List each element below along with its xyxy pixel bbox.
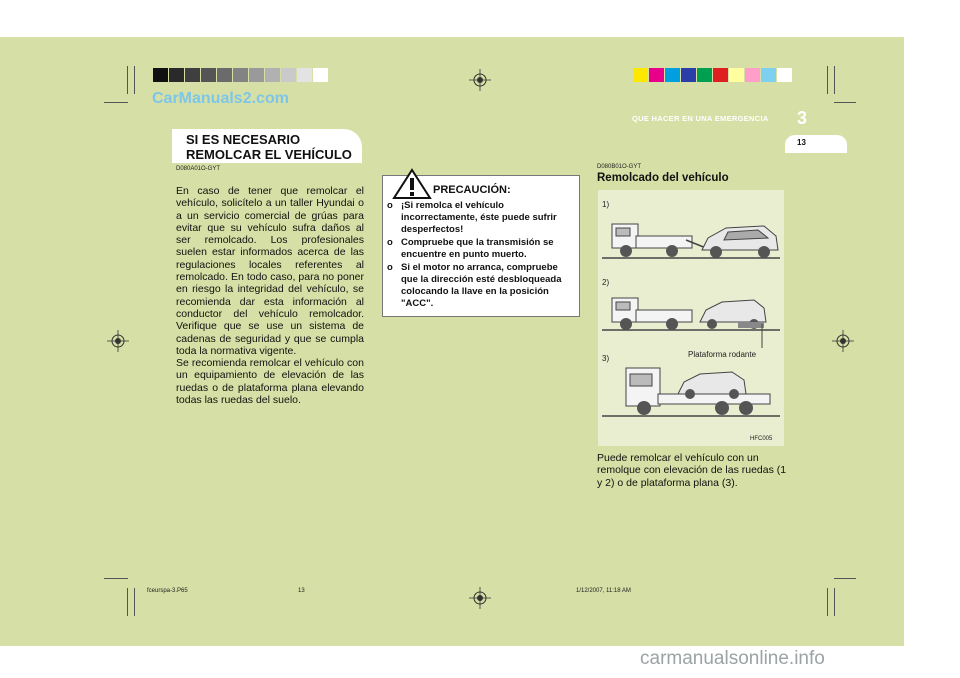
illustration-label-2: 2) [602, 278, 610, 287]
section-title-line1: SI ES NECESARIO [186, 132, 301, 147]
color-swatch [281, 68, 296, 82]
color-swatch [777, 68, 792, 82]
color-swatch [265, 68, 280, 82]
registration-mark-icon [469, 69, 491, 91]
left-section-code: D080A01O-GYT [176, 166, 221, 172]
page-number-tab [785, 135, 847, 153]
right-section-code: D080B01O-GYT [597, 164, 642, 170]
figure-code: HFC005 [750, 436, 773, 442]
section-title-line2: REMOLCAR EL VEHÍCULO [186, 147, 352, 162]
right-section-title: Remolcado del vehículo [597, 172, 729, 184]
caution-list [387, 200, 575, 311]
left-body-text [176, 185, 364, 406]
color-swatch [185, 68, 200, 82]
color-swatch [201, 68, 216, 82]
color-swatch [169, 68, 184, 82]
registration-mark-icon [107, 330, 129, 352]
bullet: o [387, 237, 393, 248]
color-swatch [649, 68, 664, 82]
color-swatch [713, 68, 728, 82]
caution-box [382, 175, 580, 317]
color-swatch [633, 68, 648, 82]
flatbed-truck [602, 368, 780, 416]
color-swatch [665, 68, 680, 82]
left-paragraph-1: En caso de tener que remolcar el vehículo, solicítelo a un taller Hyundai o a un servicio comercial de grúas para evitar que su vehículo sufra daños al ser remolcado. Los profesionales suelen estar informados acerca de las regulaciones locales referentes al remolcado. En todo caso, para no poner en riesgo la integridad del vehículo, se recomienda dar esta información al conductor del vehículo remolcador. Verifique que se use un sistema de cadenas de seguridad y que se cumpla toda la normativa vigente. [176, 185, 364, 357]
footer-date: 1/12/2007, 11:18 AM [576, 588, 631, 594]
color-swatch [697, 68, 712, 82]
color-swatch [745, 68, 760, 82]
footer-page: 13 [298, 588, 305, 594]
caution-item-text: Compruebe que la transmisión se encuentre en punto muerto. [401, 237, 554, 260]
tow-trucks-drawing [598, 190, 784, 446]
chapter-number: 3 [797, 108, 808, 128]
section-title [186, 132, 352, 162]
color-swatch [313, 68, 328, 82]
bullet: o [387, 262, 393, 273]
watermark-top[interactable]: CarManuals2.com [152, 90, 289, 107]
caution-item-text: Si el motor no arranca, compruebe que la dirección esté desbloqueada colocando la llave en la posición "ACC". [401, 262, 562, 309]
registration-mark-icon [469, 587, 491, 609]
color-swatch [233, 68, 248, 82]
page-number: 13 [797, 138, 806, 147]
registration-mark-icon [832, 330, 854, 352]
bullet: o [387, 200, 393, 211]
grayscale-color-bar [153, 68, 329, 82]
color-swatch [153, 68, 168, 82]
caution-title: PRECAUCIÓN: [433, 184, 511, 196]
chapter-title: QUE HACER EN UNA EMERGENCIA [632, 114, 769, 123]
color-swatch [761, 68, 776, 82]
section-title-tab [172, 129, 362, 163]
caution-item [387, 262, 575, 310]
watermark-bottom[interactable]: carmanualsonline.info [640, 648, 825, 669]
illustration-label-1: 1) [602, 200, 610, 209]
towed-car [702, 226, 778, 258]
dolly-label: Plataforma rodante [688, 350, 757, 359]
caution-item [387, 200, 575, 236]
right-paragraph: Puede remolcar el vehículo con un remolque con elevación de las ruedas (1 y 2) o de plataforma plana (3). [597, 452, 787, 489]
caution-item [387, 237, 575, 261]
illustration-label-3: 3) [602, 354, 610, 363]
towing-illustration [598, 190, 784, 446]
color-swatch [217, 68, 232, 82]
color-swatch [681, 68, 696, 82]
color-swatch [297, 68, 312, 82]
left-paragraph-2: Se recomienda remolcar el vehículo con un equipamiento de elevación de las ruedas o de plataforma plana elevando todas las ruedas del suelo. [176, 357, 364, 407]
color-swatch [249, 68, 264, 82]
dolly-truck [602, 298, 780, 348]
footer-file: fceurspa-3.P65 [147, 588, 188, 594]
cmyk-color-bar [633, 68, 793, 82]
color-swatch [729, 68, 744, 82]
caution-item-text: ¡Si remolca el vehículo incorrectamente, éste puede sufrir desperfectos! [401, 200, 557, 235]
warning-triangle-icon [392, 168, 432, 200]
